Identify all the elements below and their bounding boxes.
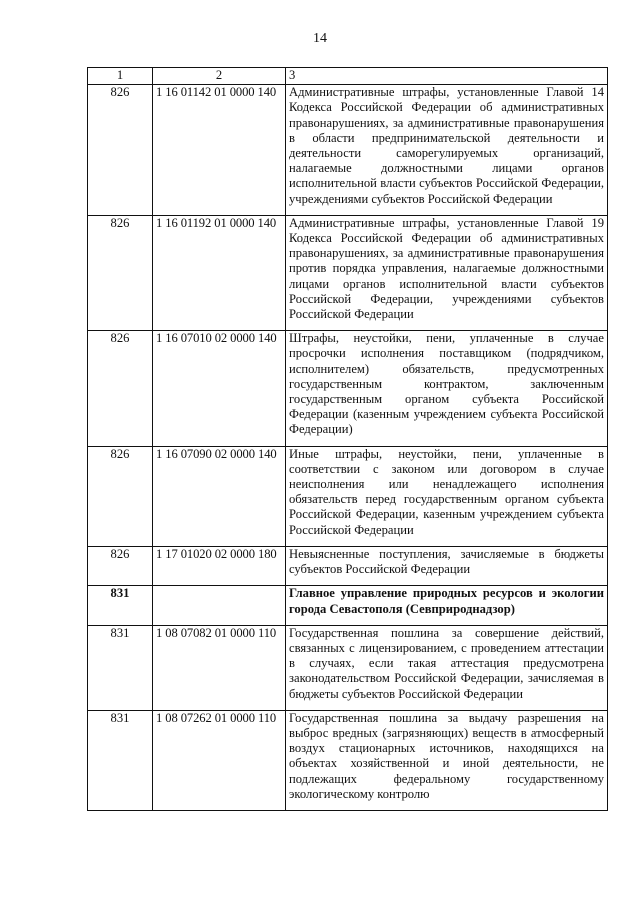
- description-cell: Административные штрафы, установленные Главой 14 Кодекса Российской Федерации об административных правонарушениях, за административные правонарушения в области предпринимательской деятельности и деятельности саморегулируемых организаций, налагаемые должностными лицами органов исполнительной власти субъектов Российской Федерации, учреждениями субъектов Российской Федерации: [286, 85, 608, 216]
- table-header-row: [88, 68, 608, 85]
- description-cell: Штрафы, неустойки, пени, уплаченные в случае просрочки исполнения поставщиком (подрядчиком, исполнителем) обязательств, предусмотренных государственным контрактом, заключенным государственным органом субъекта Российской Федерации (казенным учреждением субъекта Российской Федерации): [286, 331, 608, 446]
- budget-code-cell: 1 08 07082 01 0000 110: [153, 625, 286, 710]
- admin-code-cell: 826: [88, 546, 153, 585]
- table-row: [88, 546, 608, 585]
- table-row: [88, 331, 608, 446]
- admin-code-cell: 826: [88, 215, 153, 330]
- budget-code-cell: 1 17 01020 02 0000 180: [153, 546, 286, 585]
- description-cell: Государственная пошлина за выдачу разрешения на выброс вредных (загрязняющих) веществ в атмосферный воздух стационарных источников, находящихся на объектах хозяйственной и иной деятельности, не подлежащих федеральному государственному экологическому контролю: [286, 710, 608, 810]
- admin-code-cell: 831: [88, 625, 153, 710]
- budget-code-cell: 1 16 01142 01 0000 140: [153, 85, 286, 216]
- table-row: [88, 625, 608, 710]
- admin-code-cell: 831: [88, 586, 153, 625]
- table-row: [88, 85, 608, 216]
- admin-code-cell: 826: [88, 85, 153, 216]
- description-cell: Административные штрафы, установленные Главой 19 Кодекса Российской Федерации об административных правонарушениях, за административные правонарушения против порядка управления, налагаемые должностными лицами органов исполнительной власти субъектов Российской Федерации, учреждениями субъектов Российской Федерации: [286, 215, 608, 330]
- admin-code-cell: 831: [88, 710, 153, 810]
- table-row: [88, 446, 608, 546]
- header-col-3: 3: [286, 68, 608, 85]
- admin-code-cell: 826: [88, 446, 153, 546]
- budget-code-cell: [153, 586, 286, 625]
- budget-code-cell: 1 16 07090 02 0000 140: [153, 446, 286, 546]
- budget-code-cell: 1 16 07010 02 0000 140: [153, 331, 286, 446]
- header-col-1: 1: [88, 68, 153, 85]
- table-row: [88, 215, 608, 330]
- budget-code-cell: 1 16 01192 01 0000 140: [153, 215, 286, 330]
- revenue-codes-table: [87, 67, 608, 811]
- budget-code-cell: 1 08 07262 01 0000 110: [153, 710, 286, 810]
- table-row: [88, 710, 608, 810]
- description-cell: Главное управление природных ресурсов и экологии города Севастополя (Севприроднадзор): [286, 586, 608, 625]
- header-col-2: 2: [153, 68, 286, 85]
- description-cell: Невыясненные поступления, зачисляемые в бюджеты субъектов Российской Федерации: [286, 546, 608, 585]
- description-cell: Иные штрафы, неустойки, пени, уплаченные в соответствии с законом или договором в случае неисполнения или ненадлежащего исполнения обязательств перед государственным органом субъекта Российской Федерации, казенным учреждением субъекта Российской Федерации: [286, 446, 608, 546]
- table-row: [88, 586, 608, 625]
- description-cell: Государственная пошлина за совершение действий, связанных с лицензированием, с проведением аттестации в случаях, если такая аттестация предусмотрена законодательством Российской Федерации, зачисляемая в бюджеты субъектов Российской Федерации: [286, 625, 608, 710]
- page-number: 14: [313, 31, 327, 46]
- admin-code-cell: 826: [88, 331, 153, 446]
